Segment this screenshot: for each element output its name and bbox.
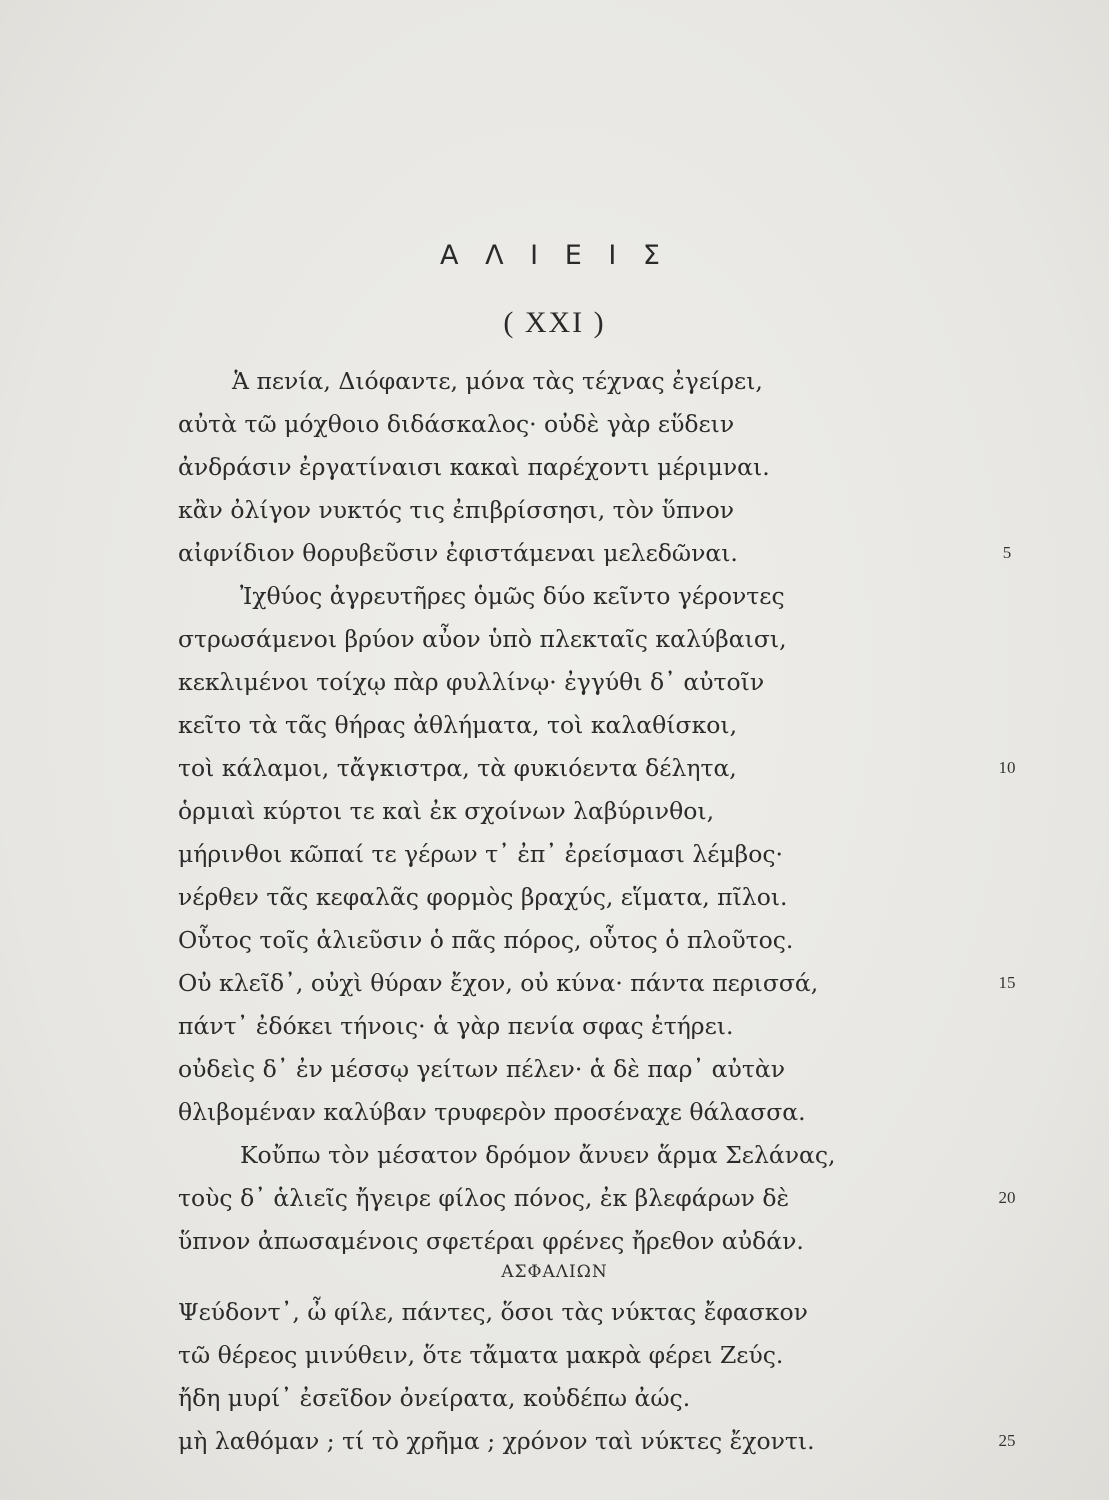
- line-number: 5: [1002, 543, 1012, 562]
- verse-line-15: Οὐ κλεῖδ᾽, οὐχὶ θύραν ἔχον, οὐ κύνα· πάντα περισσά,: [178, 969, 819, 997]
- verse-line-5: αἰφνίδιον θορυβεῦσιν ἐφιστάμεναι μελεδῶναι.: [178, 539, 738, 567]
- line-number: 15: [998, 973, 1016, 992]
- verse-line-7: στρωσάμενοι βρύον αὖον ὑπὸ πλεκταῖς καλύβαισι,: [178, 625, 787, 653]
- verse-line-16: πάντ᾽ ἐδόκει τήνοις· ἁ γὰρ πενία σφας ἐτήρει.: [178, 1012, 734, 1040]
- verse-line-12: μήρινθοι κῶπαί τε γέρων τ᾽ ἐπ᾽ ἐρείσμασι λέμβος·: [178, 840, 784, 868]
- verse-line-20: τοὺς δ᾽ ἁλιεῖς ἤγειρε φίλος πόνος, ἐκ βλεφάρων δὲ: [178, 1184, 790, 1212]
- verse-line-22: Ψεύδοντ᾽, ὦ φίλε, πάντες, ὅσοι τὰς νύκτας ἔφασκον: [178, 1298, 808, 1326]
- verse-line-9: κεῖτο τὰ τᾶς θήρας ἀθλήματα, τοὶ καλαθίσκοι,: [178, 711, 738, 739]
- speaker-heading: ΑΣΦΑΛΙΩΝ: [501, 1262, 608, 1282]
- verse-line-24: ἤδη μυρί᾽ ἐσεῖδον ὀνείρατα, κοὐδέπω ἀώς.: [178, 1384, 691, 1412]
- verse-line-21: ὕπνον ἀπωσαμένοις σφετέραι φρένες ἤρεθον αὐδάν.: [178, 1227, 804, 1255]
- line-number: 25: [998, 1431, 1016, 1450]
- verse-line-11: ὁρμιαὶ κύρτοι τε καὶ ἐκ σχοίνων λαβύρινθοι,: [178, 797, 715, 825]
- verse-line-10: τοὶ κάλαμοι, τἄγκιστρα, τὰ φυκιόεντα δέλητα,: [178, 754, 737, 782]
- verse-line-25: μὴ λαθόμαν ; τί τὸ χρῆμα ; χρόνον ταὶ νύκτες ἔχοντι.: [178, 1427, 815, 1455]
- verse-line-3: ἀνδράσιν ἐργατίναισι κακαὶ παρέχοντι μέριμναι.: [178, 453, 770, 481]
- verse-line-17: οὐδεὶς δ᾽ ἐν μέσσῳ γείτων πέλεν· ἁ δὲ παρ᾽ αὐτὰν: [178, 1055, 785, 1083]
- verse-line-14: Οὗτος τοῖς ἁλιεῦσιν ὁ πᾶς πόρος, οὗτος ὁ πλοῦτος.: [178, 926, 794, 954]
- idyll-number: ( XXI ): [503, 306, 606, 339]
- verse-line-4: κἂν ὀλίγον νυκτός τις ἐπιβρίσσησι, τὸν ὕπνον: [178, 496, 735, 524]
- verse-line-13: νέρθεν τᾶς κεφαλᾶς φορμὸς βραχύς, εἵματα, πῖλοι.: [178, 883, 788, 911]
- poem-title: Α Λ Ι Ε Ι Σ: [440, 240, 669, 271]
- verse-line-19: Κοὔπω τὸν μέσατον δρόμον ἄνυεν ἅρμα Σελάνας,: [240, 1141, 836, 1169]
- line-number: 10: [998, 758, 1016, 777]
- line-number: 20: [998, 1188, 1016, 1207]
- verse-line-8: κεκλιμένοι τοίχῳ πὰρ φυλλίνῳ· ἐγγύθι δ᾽ αὐτοῖν: [178, 668, 765, 696]
- verse-line-1: Ἁ πενία, Διόφαντε, μόνα τὰς τέχνας ἐγείρει,: [232, 367, 763, 395]
- verse-line-23: τῶ θέρεος μινύθειν, ὅτε τἄματα μακρὰ φέρει Ζεύς.: [178, 1341, 784, 1369]
- verse-line-2: αὐτὰ τῶ μόχθοιο διδάσκαλος· οὐδὲ γὰρ εὕδειν: [178, 410, 735, 438]
- verse-line-18: θλιβομέναν καλύβαν τρυφερὸν προσέναχε θάλασσα.: [178, 1098, 806, 1126]
- verse-line-6: Ἰχθύος ἀγρευτῆρες ὁμῶς δύο κεῖντο γέροντες: [240, 582, 785, 610]
